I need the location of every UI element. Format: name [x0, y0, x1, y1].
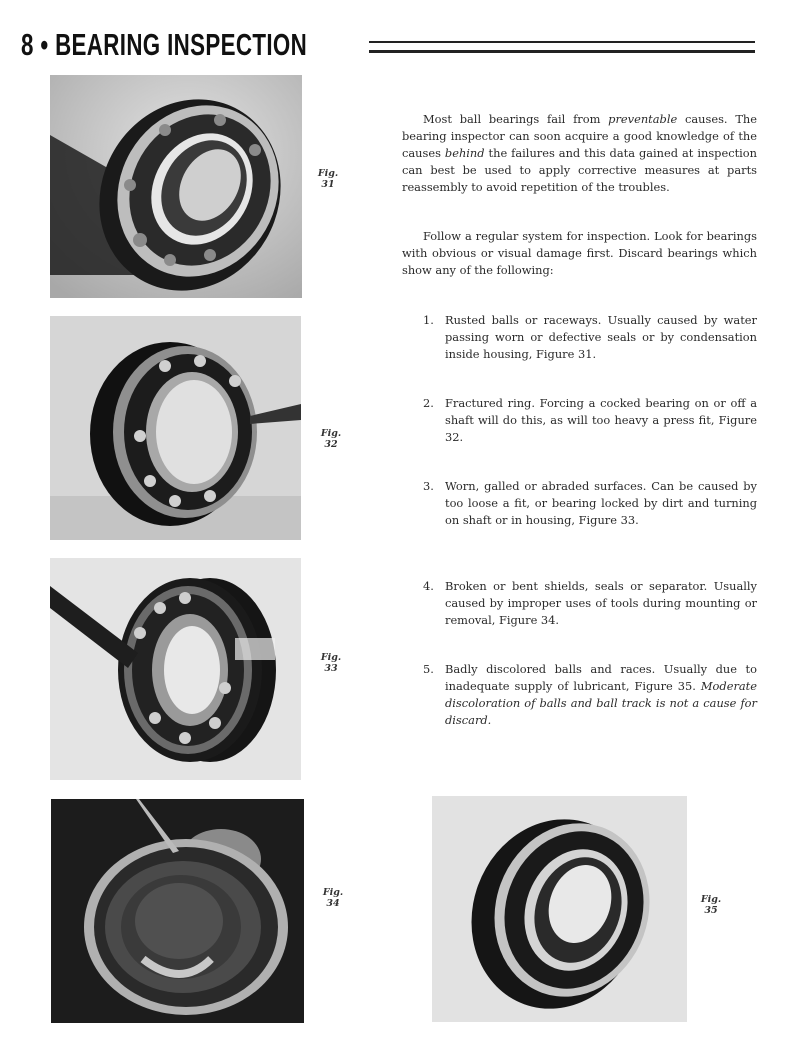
list-item: [423, 661, 757, 729]
figure-35-label: [696, 894, 726, 916]
list-item: [423, 578, 757, 629]
item-note: Moderate discoloration of balls and ball track is not a cause for discard.: [445, 679, 757, 727]
intro-emphasis: preventable: [608, 112, 678, 126]
fig-label-prefix: Fig.: [700, 894, 722, 905]
fig-label-number: 32: [324, 439, 338, 450]
title-rule-bottom: [369, 50, 755, 53]
item-number: 2.: [423, 396, 434, 410]
fig-label-prefix: Fig.: [322, 887, 344, 898]
figure-34-label: [318, 887, 348, 909]
item-number: 3.: [423, 479, 434, 493]
list-item: [423, 478, 757, 529]
list-item: [423, 312, 757, 363]
intro-text: Most ball bearings fail from: [423, 112, 609, 126]
figure-32-photo: [50, 316, 301, 540]
intro-paragraph: [402, 111, 757, 196]
page-title: 8 • BEARING INSPECTION: [21, 27, 308, 62]
item-main-text: Badly discolored balls and races. Usually due to inadequate supply of lubricant, Figure 35.: [445, 662, 757, 693]
fig-label-number: 35: [704, 905, 718, 916]
figure-34-photo: [51, 799, 304, 1023]
list-item: [423, 395, 757, 446]
item-text: Fractured ring. Forcing a cocked bearing on or off a shaft will do this, as will too heavy a press fit, Figure 32.: [445, 396, 757, 444]
item-text: Broken or bent shields, seals or separator. Usually caused by improper uses of tools during mounting or removal, Figure 34.: [445, 579, 757, 627]
figure-35-photo: [432, 796, 687, 1022]
item-number: 5.: [423, 662, 434, 676]
fig-label-number: 33: [324, 663, 338, 674]
fig-label-number: 31: [321, 179, 335, 190]
item-text: Rusted balls or raceways. Usually caused by water passing worn or defective seals or by condensation inside housing, Figure 31.: [445, 313, 757, 361]
fig-label-prefix: Fig.: [320, 652, 342, 663]
fig-label-number: 34: [326, 898, 340, 909]
intro-text: causes. The bearing inspector can soon acquire a good knowledge of the causes: [402, 112, 757, 160]
figure-31-label: [313, 168, 343, 190]
figure-31-photo: [50, 75, 302, 298]
figure-33-photo: [50, 558, 301, 780]
item-text: Worn, galled or abraded surfaces. Can be caused by too loose a fit, or bearing locked by dirt and turning on shaft or in housing, Figure 33.: [445, 479, 757, 527]
fig-label-prefix: Fig.: [320, 428, 342, 439]
inspection-paragraph: Follow a regular system for inspection. Look for bearings with obvious or visual damage first. Discard bearings which show any of the following:: [402, 229, 757, 277]
item-number: 1.: [423, 313, 434, 327]
intro-text: the failures and this data gained at inspection can best be used to apply corrective measures at parts reassembly to avoid repetition of the troubles.: [402, 146, 758, 194]
title-rule-top: [369, 41, 755, 43]
fig-label-prefix: Fig.: [317, 168, 339, 179]
item-text: [445, 661, 757, 729]
item-number: 4.: [423, 579, 434, 593]
figure-32-label: [316, 428, 346, 450]
intro-emphasis: behind: [444, 146, 485, 160]
figure-33-label: [316, 652, 346, 674]
